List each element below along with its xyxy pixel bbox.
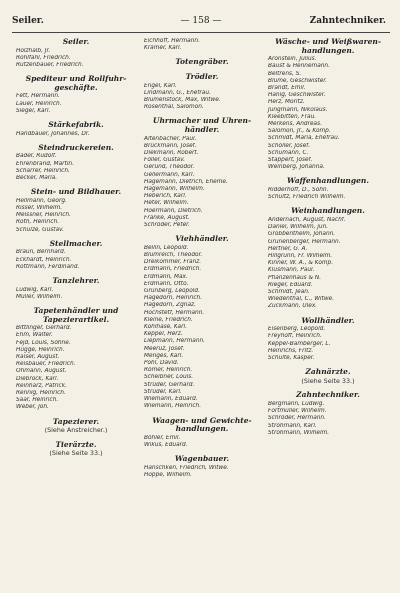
section-heading (12, 418, 140, 427)
directory-entry: Erdmann, Otto. (144, 280, 189, 287)
section-heading (140, 58, 264, 67)
directory-section (140, 235, 264, 410)
directory-entry: Strüder, Karl. (144, 388, 182, 395)
directory-entry: Jungmann, Nikolaus. (268, 106, 328, 113)
directory-entry: Kleebitten, Frau. (268, 113, 317, 120)
directory-entry: Saar, Heinrich. (16, 397, 59, 404)
directory-section (140, 117, 264, 229)
directory-entry: Freyhoff, Heinrich. (268, 333, 322, 340)
directory-entry: Grünberg, Leopold. (144, 288, 200, 295)
directory-entry: Hanig, Geschwister. (268, 92, 326, 99)
directory-entry: Blume, Geschwister. (268, 77, 328, 84)
directory-entry: Brückmann, Josef. (144, 142, 197, 149)
directory-entry: Wiemann, Heinrich. (144, 403, 202, 410)
directory-entry: Hügge, Heinrich. (16, 346, 65, 353)
section-heading (12, 307, 140, 324)
section-heading-line: Tierärzte. (55, 439, 97, 449)
section-heading (12, 144, 140, 153)
section-heading (12, 441, 140, 450)
directory-entry: Grobbenthelm, Johann. (268, 231, 336, 238)
section-heading-line: händler. (184, 125, 220, 134)
directory-entry: Wikus, Eduard. (144, 441, 188, 448)
directory-entry: Weinberg, Johanna. (268, 164, 325, 171)
section-heading-line: Stein- und Bildhauer. (30, 187, 122, 197)
directory-entry: Strohmann, Wilhelm. (268, 429, 330, 436)
directory-entry: Zuckmann, Ulex. (268, 303, 318, 310)
section-heading-line: Tanzlehrer. (52, 276, 100, 286)
directory-entry: Hagemann, Dietrich, Eheme. (144, 178, 228, 185)
section-heading (264, 391, 392, 400)
directory-entry: Gerund, Theodor. (144, 164, 195, 171)
cross-reference-note: (Siehe Seite 33.) (49, 449, 103, 458)
directory-entry: Wiedenthal, C., Witwe. (268, 296, 334, 303)
section-heading-line: handlungen. (175, 424, 229, 434)
directory-entry: Beilin, Leopold. (144, 244, 189, 251)
directory-entry: Föller, Gustav. (144, 157, 186, 164)
directory-entry: Bader, Rudolf. (16, 153, 57, 160)
directory-entry: Diebrock, Karl. (16, 375, 59, 382)
directory-section (12, 121, 140, 138)
directory-entry: Altenbacher, Paul. (144, 135, 197, 142)
directory-section (264, 177, 392, 201)
directory-section (12, 240, 140, 271)
column-3 (264, 38, 392, 443)
directory-entry: Beltrens, S. (268, 70, 302, 77)
directory-entry: Lindmann, G., Ehefrau. (144, 89, 211, 96)
directory-entry: Siegel, Karl. (16, 107, 51, 114)
cross-reference-note: (Siehe Seite 33.) (301, 376, 355, 385)
section-heading-line: Tapezierartikel. (42, 314, 110, 324)
directory-entry: Müller, Wilhelm. (16, 293, 63, 300)
section-heading-line: Trödler. (185, 72, 219, 81)
page-number: — 158 — (180, 16, 222, 26)
directory-entry: Strohmann, Karl. (268, 422, 317, 429)
directory-entry: Schulze, Gustav. (16, 226, 64, 233)
section-heading (264, 207, 392, 216)
directory-entry: Wiemann, Eduard. (144, 396, 198, 403)
directory-entry: Reinharz, Patrick. (16, 382, 67, 389)
section-heading-line: Stellmacher. (49, 238, 103, 248)
directory-entry: Ehrenbrand, Martin. (16, 160, 74, 167)
directory-entry: Franke, August. (144, 214, 190, 221)
directory-entry: Herz, Moritz. (268, 99, 305, 106)
directory-entry: Fett, Hermann. (16, 93, 60, 100)
columns (12, 38, 392, 588)
directory-entry: Dreikommer, Franz. (144, 259, 202, 266)
directory-entry: Roth, Heinrich. (16, 219, 60, 226)
directory-entry: Lauer, Heinrich. (16, 100, 62, 107)
section-heading (264, 38, 392, 55)
directory-entry: Merkens, Andreas. (268, 121, 322, 128)
directory-entry: Heberich, Karl. (144, 193, 187, 200)
directory-entry: Eisenberg, Leopold. (268, 326, 326, 333)
directory-section (12, 188, 140, 234)
directory-entry: Strüder, Gerhard. (144, 381, 195, 388)
section-heading-line: Tapezierer. (52, 416, 100, 426)
section-heading (140, 235, 264, 244)
directory-section (12, 277, 140, 301)
section-heading-line: Stärkefabrik. (48, 120, 104, 129)
directory-entry: Weber, Joh. (16, 404, 49, 411)
directory-entry: Hanschken, Friedrich, Witwe. (144, 464, 229, 471)
directory-entry: Scheibner, Louis. (144, 374, 194, 381)
directory-entry: Meissner, Heinrich. (16, 212, 71, 219)
section-heading-line: Zahntechniker. (296, 390, 360, 400)
directory-section (140, 417, 264, 450)
directory-entry: Grunenberger, Hermann. (268, 238, 341, 245)
directory-section (140, 38, 264, 52)
section-heading-line: Wäsche- und Weißwaren- (275, 37, 381, 46)
directory-entry: Raiser, August. (16, 354, 60, 361)
directory-entry: Becker, Maria. (16, 175, 58, 181)
directory-entry: Brandt, Emil. (268, 85, 306, 91)
directory-entry: Schumann, C. (268, 149, 309, 156)
directory-entry: Salomon, Jr., & Komp. (268, 128, 331, 135)
directory-section (140, 73, 264, 111)
section-heading-line: Seiler. (62, 37, 90, 46)
section-heading (12, 75, 140, 92)
directory-entry: Rennig, Heinrich. (16, 390, 66, 397)
header-rule (12, 32, 390, 33)
directory-entry: Rieger, Eduard. (268, 281, 313, 288)
directory-entry: Keppel, Herz. (144, 331, 183, 338)
directory-entry: Handbauer, Johannes, Dr. (16, 130, 90, 137)
section-heading-line: Steindruckereien. (38, 142, 114, 152)
directory-entry: Rohlfahl, Friedrich. (16, 54, 71, 61)
directory-entry: Schröder, Peter. (144, 222, 190, 229)
directory-entry: Ohmann, August. (16, 368, 67, 375)
directory-entry: Hillgrunn, Fr. Wilhelm. (268, 253, 333, 260)
directory-section (264, 317, 392, 363)
directory-entry: Kinner, W. A., & Komp. (268, 260, 334, 267)
directory-entry: Krämer, Karl. (144, 45, 182, 52)
directory-entry: Eichhoff, Hermann. (144, 38, 200, 44)
directory-entry: Ludwig, Karl. (16, 286, 54, 293)
section-heading (12, 38, 140, 47)
section-heading (140, 417, 264, 434)
directory-entry: Rutzenbauer, Friedrich. (16, 62, 84, 68)
section-heading (264, 177, 392, 186)
directory-entry: Schöller, Josef. (268, 142, 311, 149)
directory-section (264, 207, 392, 310)
section-heading-line: Viehhändler. (175, 234, 229, 244)
directory-section (264, 38, 392, 171)
directory-entry: Reisbauer, Friedrich. (16, 361, 76, 368)
directory-entry: Risser, Wilhelm. (16, 205, 63, 211)
directory-entry: Schmidt, Jean. (268, 289, 310, 296)
cross-reference-note: (Siehe Anstreicher.) (44, 426, 108, 435)
directory-entry: Schröder, Hermann. (268, 415, 326, 422)
directory-entry: Fejd, Louis, Söhne. (16, 339, 71, 346)
column-2 (140, 38, 264, 485)
column-1 (12, 38, 140, 464)
directory-entry: Schultz, Friedrich Wilhelm. (268, 194, 346, 201)
directory-entry: Andernach, August, Nachf. (268, 217, 346, 224)
directory-entry: Pohl, David. (144, 360, 179, 367)
directory-section (12, 418, 140, 435)
directory-entry: Stappert, Josef. (268, 157, 313, 164)
directory-entry: Kohlhase, Karl. (144, 324, 187, 331)
section-heading-line: Tapetenhändler und (33, 306, 119, 316)
directory-entry: Scharrer, Heinrich. (16, 167, 70, 174)
directory-entry: Gellermann, Karl. (144, 171, 195, 178)
directory-entry: Schulte, Kasper. (268, 355, 315, 362)
directory-entry: Hertner, G. A. (268, 245, 308, 252)
directory-entry: Hellmann, Georg. (16, 197, 67, 204)
directory-section (12, 441, 140, 458)
section-heading-line: Uhrmacher und Uhren- (152, 116, 252, 126)
section-heading-line: Weinhandlungen. (291, 206, 365, 216)
directory-entry: Erdmann, Max. (144, 273, 188, 280)
directory-entry: Schmidt, Maria, Ehefrau. (268, 135, 340, 142)
directory-entry: Hagemann, Wilhelm. (144, 186, 205, 193)
directory-entry: Aronstein, Julius. (268, 56, 317, 63)
directory-entry: Blumreich, Theodor. (144, 252, 203, 259)
directory-entry: Rottmann, Ferdinand. (16, 263, 80, 270)
directory-section (264, 391, 392, 437)
directory-section (12, 307, 140, 412)
directory-entry: Eckhardt, Heinrich. (16, 256, 72, 263)
directory-entry: Böhler, Emil. (144, 434, 181, 441)
directory-entry: Meeruz, Josef. (144, 345, 185, 352)
section-heading (12, 188, 140, 197)
section-heading (264, 368, 392, 377)
directory-entry: Bittlinger, Gerhard. (16, 325, 72, 332)
directory-entry: Fortmüller, Wilhelm. (268, 408, 327, 415)
directory-entry: Ridderhoff, D., Sohn. (268, 187, 329, 194)
directory-entry: Rosenthal, Salomon. (144, 104, 204, 111)
section-heading (12, 121, 140, 130)
running-head (12, 16, 390, 32)
directory-entry: Bergmann, Ludwig. (268, 401, 325, 408)
section-heading-line: Zahnärzte. (305, 367, 351, 377)
directory-entry: Erdmann, Friedrich. (144, 266, 202, 273)
section-heading-line: Wollhändler. (301, 315, 355, 325)
directory-entry: Pflanzenhaus & N. (268, 274, 322, 281)
directory-entry: Holzhalb, Jr. (16, 47, 51, 54)
directory-entry: Kleine, Friedrich. (144, 316, 193, 323)
directory-section (264, 368, 392, 385)
section-heading-line: Waffenhandlungen. (287, 176, 369, 186)
directory-entry: Klusmann, Paul. (268, 267, 315, 274)
directory-entry: Blumenstock, Max, Witwe. (144, 97, 221, 103)
section-heading (140, 455, 264, 464)
section-heading-line: Totengräber. (175, 57, 229, 67)
directory-entry: Daniel, Wilhelm, jun. (268, 224, 329, 231)
directory-entry: Heter, Wilhelm. (144, 200, 189, 207)
directory-section (140, 455, 264, 479)
directory-section (12, 75, 140, 115)
section-heading-line: handlungen. (301, 45, 355, 55)
directory-entry: Hagedorn, Zgnaz. (144, 302, 196, 309)
directory-section (12, 38, 140, 69)
directory-entry: Braun, Bernhard. (16, 249, 66, 256)
running-head-right: Zahntechniker. (309, 16, 386, 26)
section-heading-line: geschäfte. (54, 82, 98, 92)
section-heading-line: Waagen- und Gewichte- (152, 415, 252, 425)
directory-entry: Hochstetf, Hermann. (144, 309, 205, 316)
directory-entry: Hagedorn, Heinrich. (144, 295, 203, 302)
directory-entry: Hoppe, Wilhelm. (144, 471, 192, 478)
directory-entry: Hoermann, Dietrich. (144, 207, 203, 214)
directory-entry: Liepmann, Hermann. (144, 338, 206, 345)
section-heading (264, 317, 392, 326)
section-heading (140, 73, 264, 82)
directory-entry: Diekmann, Robert. (144, 150, 199, 156)
directory-entry: Heinrichs, Fritz. (268, 347, 314, 354)
directory-entry: Engel, Karl. (144, 82, 177, 89)
section-heading-line: Spediteur und Rollfuhr- (25, 74, 127, 84)
section-heading (12, 277, 140, 286)
directory-entry: Menges, Karl. (144, 352, 184, 359)
directory-section (12, 144, 140, 182)
section-heading (140, 117, 264, 134)
section-heading (12, 240, 140, 249)
running-head-left: Seiler. (12, 16, 44, 26)
section-heading-line: Wagenbauer. (174, 454, 230, 464)
directory-entry: Keppel-Bamberger, L. (268, 340, 331, 347)
directory-entry: Ehm, Walter. (16, 332, 53, 339)
directory-entry: Römer, Heinrich. (144, 367, 193, 374)
directory-section (140, 58, 264, 67)
directory-entry: Baust & Hennemann. (268, 63, 330, 70)
